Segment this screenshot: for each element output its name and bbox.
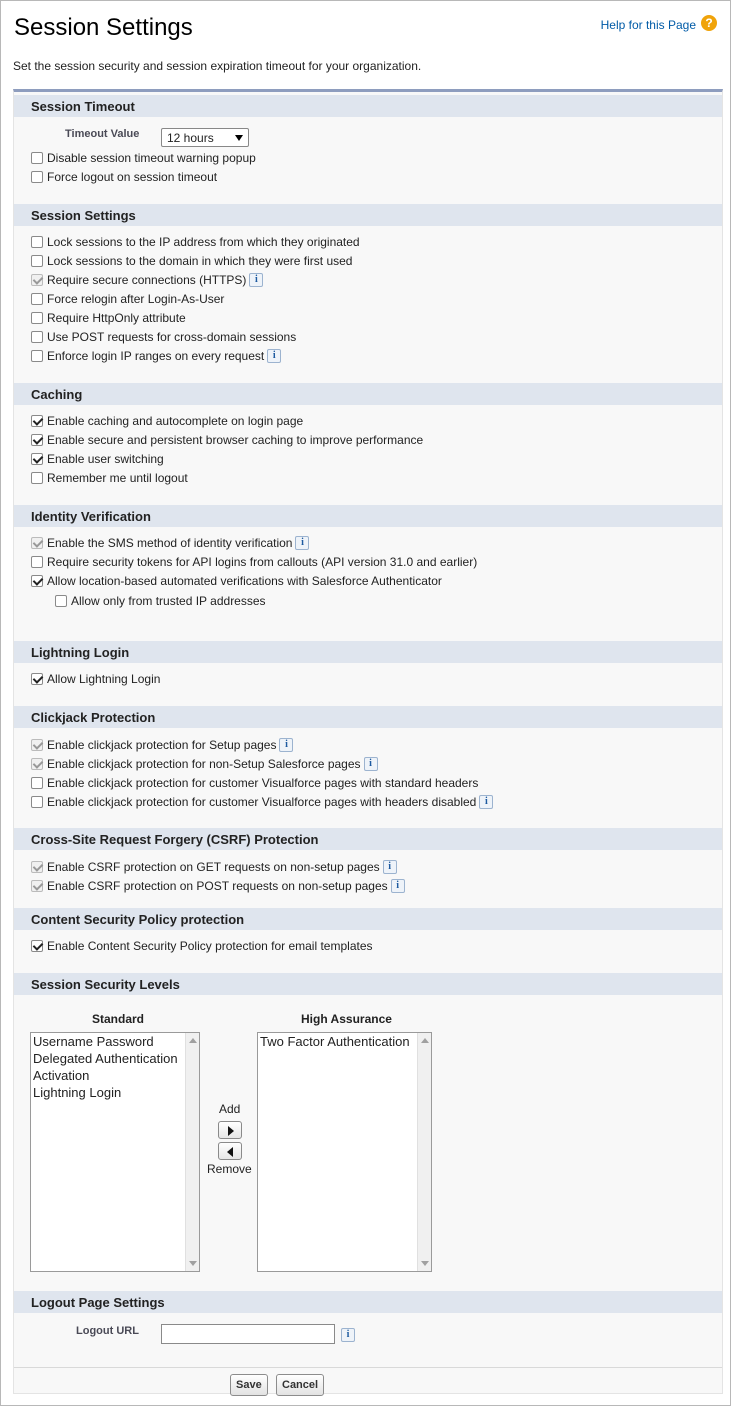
checkbox-label: Disable session timeout warning popup <box>47 151 256 165</box>
checkbox[interactable] <box>31 350 43 362</box>
checkbox-label: Use POST requests for cross-domain sessions <box>47 330 297 344</box>
checkbox-option[interactable] <box>31 937 373 955</box>
checkbox-checked <box>31 739 43 751</box>
remove-level-button[interactable] <box>218 1142 242 1160</box>
checkbox-option[interactable] <box>31 755 378 773</box>
trusted-ip-checkbox[interactable] <box>55 595 67 607</box>
checkbox-checked <box>31 537 43 549</box>
checkbox-checked[interactable] <box>31 673 43 685</box>
checkbox-option[interactable] <box>31 271 263 289</box>
help-link[interactable]: Help for this Page <box>600 18 696 32</box>
checkbox-option[interactable] <box>31 309 186 327</box>
checkbox-option[interactable] <box>31 412 303 430</box>
logout-url-input[interactable] <box>161 1324 335 1344</box>
checkbox-option[interactable] <box>31 774 478 792</box>
scroll-up-icon[interactable] <box>421 1038 429 1043</box>
checkbox[interactable] <box>31 472 43 484</box>
checkbox[interactable] <box>31 331 43 343</box>
checkbox[interactable] <box>31 777 43 789</box>
list-item[interactable]: Lightning Login <box>33 1085 122 1100</box>
checkbox-label: Enable clickjack protection for non-Setup Salesforce pages <box>47 757 361 771</box>
checkbox[interactable] <box>31 312 43 324</box>
checkbox-option[interactable] <box>31 450 164 468</box>
list-item[interactable]: Two Factor Authentication <box>260 1034 410 1049</box>
checkbox-label: Enable Content Security Policy protection for email templates <box>47 939 373 953</box>
arrow-right-icon <box>228 1126 234 1136</box>
list-item[interactable]: Username Password <box>33 1034 154 1049</box>
checkbox-checked[interactable] <box>31 415 43 427</box>
add-label: Add <box>219 1102 241 1116</box>
checkbox-option[interactable] <box>31 553 477 571</box>
checkbox-label: Force logout on session timeout <box>47 170 218 184</box>
logout-url-label: Logout URL <box>76 1325 139 1337</box>
checkbox-label: Enable clickjack protection for customer Visualforce pages with headers disabled <box>47 795 477 809</box>
scroll-down-icon[interactable] <box>189 1261 197 1266</box>
chevron-down-icon <box>235 135 243 141</box>
checkbox-checked[interactable] <box>31 940 43 952</box>
checkbox-label: Enable clickjack protection for customer Visualforce pages with standard headers <box>47 776 479 790</box>
checkbox[interactable] <box>31 556 43 568</box>
info-icon[interactable]: i <box>383 860 397 874</box>
checkbox-label: Force relogin after Login-As-User <box>47 292 225 306</box>
checkbox-label: Lock sessions to the IP address from which they originated <box>47 235 360 249</box>
checkbox-option[interactable] <box>31 328 296 346</box>
section-heading-caching: Caching <box>14 383 722 405</box>
checkbox-option[interactable] <box>31 534 309 552</box>
standard-levels-list[interactable] <box>30 1032 200 1272</box>
timeout-value-selected: 12 hours <box>167 131 214 145</box>
scroll-down-icon[interactable] <box>421 1261 429 1266</box>
checkbox[interactable] <box>31 293 43 305</box>
checkbox-label: Enable the SMS method of identity verification <box>47 536 293 550</box>
section-heading-security-levels: Session Security Levels <box>14 973 722 995</box>
remove-label: Remove <box>207 1162 252 1176</box>
checkbox-label: Allow location-based automated verifications with Salesforce Authenticator <box>47 574 442 588</box>
info-icon[interactable]: i <box>341 1328 355 1342</box>
info-icon[interactable]: i <box>267 349 281 363</box>
divider <box>14 1367 722 1368</box>
checkbox[interactable] <box>31 152 43 164</box>
checkbox-label: Enforce login IP ranges on every request <box>47 349 265 363</box>
add-level-button[interactable] <box>218 1121 242 1139</box>
list-item[interactable]: Activation <box>33 1068 90 1083</box>
high-assurance-levels-list[interactable] <box>257 1032 432 1272</box>
checkbox-checked[interactable] <box>31 575 43 587</box>
checkbox-option[interactable] <box>31 252 352 270</box>
checkbox-option[interactable] <box>31 572 442 590</box>
info-icon[interactable]: i <box>391 879 405 893</box>
section-heading-csp: Content Security Policy protection <box>14 908 722 930</box>
scroll-up-icon[interactable] <box>189 1038 197 1043</box>
section-heading-logout: Logout Page Settings <box>14 1291 722 1313</box>
save-button[interactable]: Save <box>230 1374 268 1396</box>
info-icon[interactable]: i <box>279 738 293 752</box>
checkbox[interactable] <box>31 796 43 808</box>
settings-panel <box>13 89 723 1394</box>
trusted-ip-option[interactable] <box>55 592 266 610</box>
info-icon[interactable]: i <box>364 757 378 771</box>
checkbox-option[interactable] <box>31 469 188 487</box>
checkbox[interactable] <box>31 255 43 267</box>
checkbox-option[interactable] <box>31 793 493 811</box>
checkbox-label: Remember me until logout <box>47 471 188 485</box>
checkbox-checked[interactable] <box>31 434 43 446</box>
checkbox-option[interactable] <box>31 168 217 186</box>
checkbox-label: Enable secure and persistent browser caching to improve performance <box>47 433 424 447</box>
cancel-button[interactable]: Cancel <box>276 1374 324 1396</box>
checkbox-label: Enable caching and autocomplete on login page <box>47 414 304 428</box>
checkbox-option[interactable] <box>31 431 423 449</box>
section-heading-lightning-login: Lightning Login <box>14 641 722 663</box>
checkbox-option[interactable] <box>31 290 224 308</box>
info-icon[interactable]: i <box>249 273 263 287</box>
page-title: Session Settings <box>14 14 193 41</box>
checkbox-checked[interactable] <box>31 453 43 465</box>
checkbox-option[interactable] <box>31 233 360 251</box>
checkbox-checked <box>31 861 43 873</box>
list-item[interactable]: Delegated Authentication <box>33 1051 178 1066</box>
section-heading-session-settings: Session Settings <box>14 204 722 226</box>
page-subtitle: Set the session security and session expiration timeout for your organization. <box>13 59 422 73</box>
checkbox-option[interactable] <box>31 736 293 754</box>
scrollbar[interactable] <box>185 1033 199 1271</box>
checkbox-label: Enable CSRF protection on POST requests on non-setup pages <box>47 879 388 893</box>
checkbox-option[interactable] <box>31 670 160 688</box>
checkbox-label: Lock sessions to the domain in which they were first used <box>47 254 353 268</box>
checkbox-checked <box>31 758 43 770</box>
checkbox-checked <box>31 274 43 286</box>
question-icon[interactable]: ? <box>701 15 717 31</box>
info-icon[interactable]: i <box>479 795 493 809</box>
checkbox-label: Require HttpOnly attribute <box>47 311 186 325</box>
checkbox-checked <box>31 880 43 892</box>
scrollbar[interactable] <box>417 1033 431 1271</box>
checkbox-option[interactable] <box>31 149 256 167</box>
section-heading-identity-verification: Identity Verification <box>14 505 722 527</box>
timeout-value-select[interactable] <box>161 128 249 147</box>
section-heading-session-timeout: Session Timeout <box>14 95 722 117</box>
checkbox-label: Enable CSRF protection on GET requests on non-setup pages <box>47 860 380 874</box>
standard-column-label: Standard <box>92 1012 145 1026</box>
checkbox-label: Enable user switching <box>47 452 164 466</box>
checkbox-label: Enable clickjack protection for Setup pages <box>47 738 277 752</box>
checkbox-option[interactable] <box>31 347 281 365</box>
checkbox-option[interactable] <box>31 858 397 876</box>
section-heading-clickjack: Clickjack Protection <box>14 706 722 728</box>
arrow-left-icon <box>227 1147 233 1157</box>
section-heading-csrf: Cross-Site Request Forgery (CSRF) Protection <box>14 828 722 850</box>
info-icon[interactable]: i <box>295 536 309 550</box>
trusted-ip-label: Allow only from trusted IP addresses <box>71 594 266 608</box>
checkbox[interactable] <box>31 236 43 248</box>
checkbox-option[interactable] <box>31 877 405 895</box>
high-assurance-column-label: High Assurance <box>301 1012 392 1026</box>
timeout-value-label: Timeout Value <box>65 128 140 140</box>
checkbox[interactable] <box>31 171 43 183</box>
checkbox-label: Require secure connections (HTTPS) <box>47 273 247 287</box>
checkbox-label: Allow Lightning Login <box>47 672 161 686</box>
checkbox-label: Require security tokens for API logins from callouts (API version 31.0 and earlier) <box>47 555 478 569</box>
